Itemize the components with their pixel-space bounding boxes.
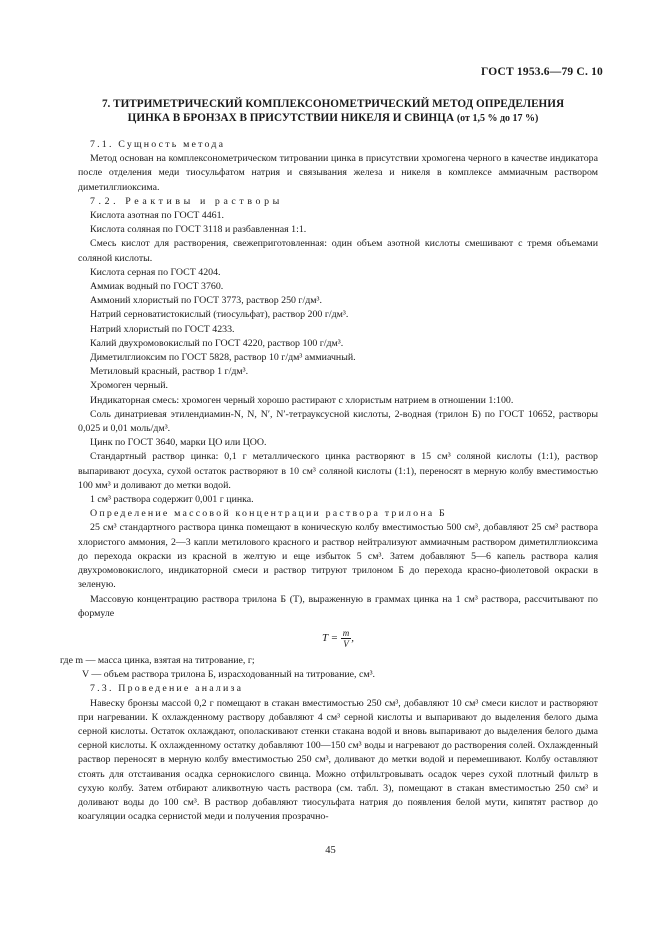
reagent-item: Кислота азотная по ГОСТ 4461. (90, 210, 225, 222)
reagent-item: Хромоген черный. (90, 380, 169, 392)
reagent-item: Цинк по ГОСТ 3640, марки ЦО или ЦОО. (90, 437, 267, 449)
formula-intro: Массовую концентрацию раствора трилона Б (Т), выраженную в граммах цинка на 1 см³ раствора, рассчитывают по формуле (78, 593, 598, 619)
where-m: где m — масса цинка, взятая на титрование, г; (60, 654, 255, 666)
reagent-item: Калий двухромовокислый по ГОСТ 4220, раствор 100 г/дм³. (90, 337, 344, 349)
where-v: V — объем раствора трилона Б, израсходованный на титрование, см³. (82, 669, 376, 681)
paragraph-7-3: Навеску бронзы массой 0,2 г помещают в стакан вместимостью 250 см³, добавляют 10 см³ смеси кислот и растворяют при нагревании. К охлажденному раствору добавляют 4 см³ серной кислоты и выпаривают до выделения белого дыма серной кислоты. Остаток охлаждают, ополаскивают стенки стакана водой и вновь выпаривают до выделения белого дыма серной кислоты. К охлажденному остатку добавляют 100—150 см³ воды и нагревают до растворения солей. Охлажденный раствор переносят в мерную колбу вместимостью 250 см³, доливают до метки водой и перемешивают. Колбу оставляют стоять для отстаивания осадка сернокислого свинца. Можно отфильтровывать осадок через сухой плотный фильтр в сухую колбу. Затем отбирают аликвотную часть раствора (см. табл. 3), помещают в стакан вместимостью 250 см³ и доливают воды до 100 см³. В раствор добавляют тиосульфата натрия до появления белой мути, кипятят раствор до коагуляции осадка сернистой меди и получения прозрачно- (78, 697, 598, 823)
formula-tail: , (351, 631, 355, 644)
formula-denominator: V (343, 638, 349, 649)
reagent-item: Метиловый красный, раствор 1 г/дм³. (90, 366, 249, 378)
document-header: ГОСТ 1953.6—79 С. 10 (480, 66, 603, 78)
formula-t (78, 625, 598, 651)
paragraph-trilon: 25 см³ стандартного раствора цинка помещают в коническую колбу вместимостью 500 см³, добавляют 25 см³ раствора хлористого аммония, 2—3 капли метилового красного и раствор нейтрализуют аммиачным раствором диметилглиоксима до перехода окраски из красной в желтую и еще избыток 5 см³. Затем добавляют 5—6 капель раствора калия двухромовокислого, индикаторной смеси и раствор титруют трилоном Б до перехода красно-фиолетовой окраски в зеленую. (78, 522, 598, 591)
heading-7-2: 7.2. Реактивы и растворы (90, 195, 283, 207)
page-number: 45 (325, 845, 336, 856)
reagent-item: Аммиак водный по ГОСТ 3760. (90, 281, 224, 293)
reagent-item: Натрий хлористый по ГОСТ 4233. (90, 323, 235, 335)
section-title-line-2 (78, 111, 588, 126)
section-title-line-1: 7. ТИТРИМЕТРИЧЕСКИЙ КОМПЛЕКСОНОМЕТРИЧЕСКИЙ МЕТОД ОПРЕДЕЛЕНИЯ (101, 98, 565, 110)
reagent-item: 1 см³ раствора содержит 0,001 г цинка. (90, 494, 254, 506)
reagent-item: Индикаторная смесь: хромоген черный хорошо растирают с хлористым натрием в отношении 1:100. (90, 394, 514, 406)
reagent-item: Диметилглиоксим по ГОСТ 5828, раствор 10 г/дм³ аммиачный. (90, 352, 356, 364)
reagent-item: Смесь кислот для растворения, свежеприготовленная: один объем азотной кислоты смешивают с тремя объемами соляной кислоты. (78, 238, 598, 264)
formula-equals: = (330, 631, 339, 644)
formula-numerator: m (342, 627, 350, 638)
document-body (60, 138, 598, 824)
reagent-item: Соль динатриевая этилендиамин-N, N, N′, N′-тетрауксусной кислоты, 2-водная (трилон Б) по ГОСТ 10652, растворы 0,025 и 0,01 моль/дм³. (78, 408, 598, 435)
heading-7-3: 7.3. Проведение анализа (90, 683, 244, 695)
formula-lhs: T (321, 631, 328, 644)
section-title (78, 97, 588, 126)
section-title-range: (от 1,5 % до 17 %) (456, 113, 539, 124)
formula-fraction (341, 627, 355, 649)
paragraph-7-1: Метод основан на комплексонометрическом титровании цинка в присутствии хромогена черного в качестве индикатора после отделения меди тиосульфатом натрия и связывания железа и никеля в комплексе аммиачным раствором диметилглиоксима. (78, 153, 598, 193)
reagent-item: Стандартный раствор цинка: 0,1 г металлического цинка растворяют в 15 см³ соляной кислоты (1:1), раствор выпаривают досуха, сухой остаток растворяют в 10 см³ соляной кислоты (1:1), переносят в мерную колбу вместимостью 100 мм³ и доливают до метки водой. (78, 451, 598, 491)
reagent-item: Кислота серная по ГОСТ 4204. (90, 266, 221, 278)
section-title-main: ЦИНКА В БРОНЗАХ В ПРИСУТСТВИИ НИКЕЛЯ И СВИНЦА (127, 112, 455, 124)
heading-trilon: Определение массовой концентрации раствора трилона Б (90, 508, 447, 520)
reagent-item: Кислота соляная по ГОСТ 3118 и разбавленная 1:1. (90, 224, 307, 236)
reagent-item: Аммоний хлористый по ГОСТ 3773, раствор 250 г/дм³. (90, 295, 322, 307)
reagent-item: Натрий серноватистокислый (тиосульфат), раствор 200 г/дм³. (90, 309, 349, 321)
heading-7-1: 7.1. Сущность метода (90, 139, 226, 150)
